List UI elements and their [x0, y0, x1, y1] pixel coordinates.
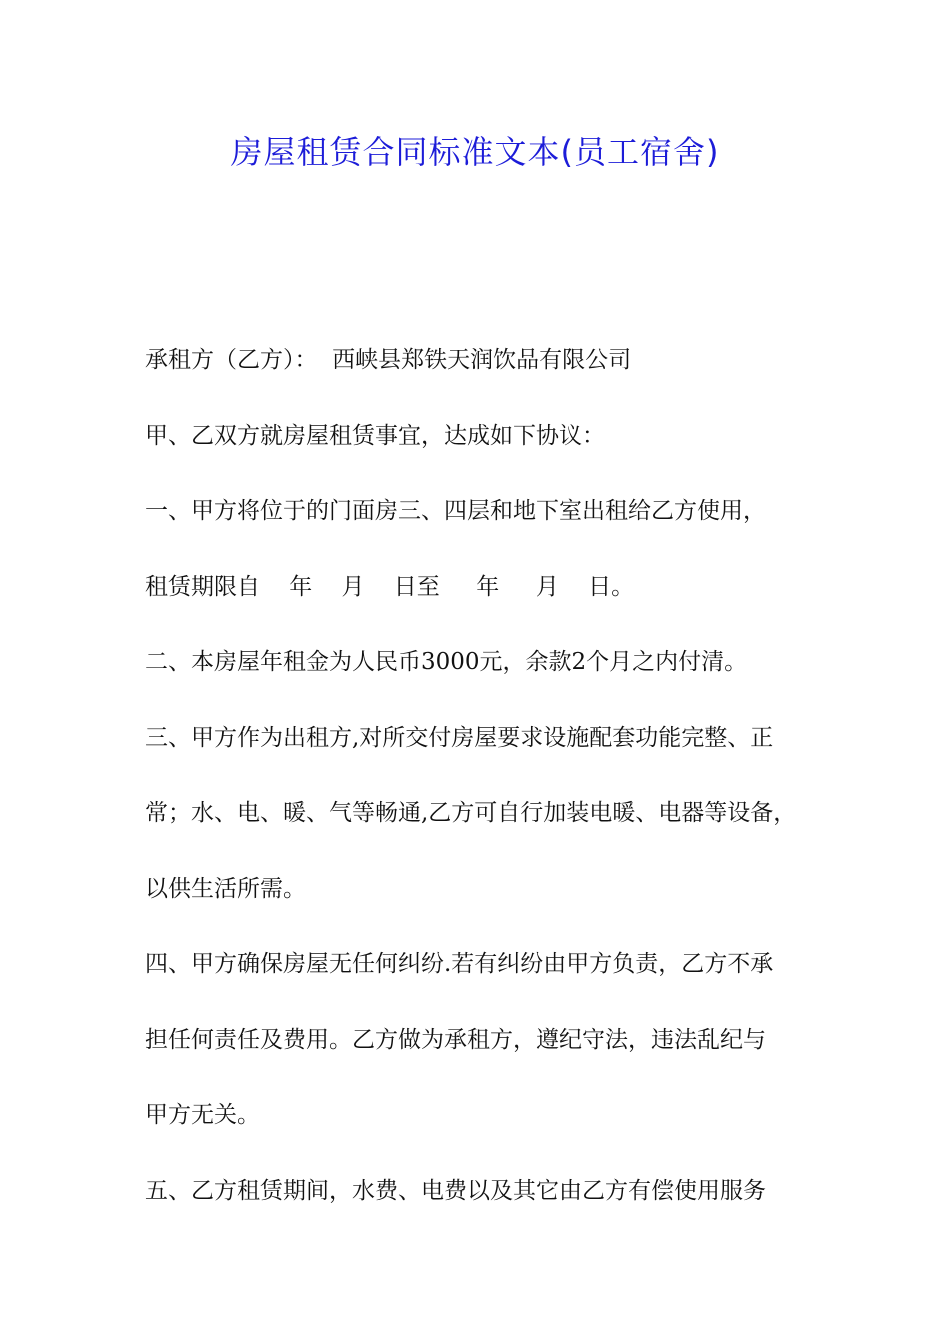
- document-line: 四、甲方确保房屋无任何纠纷.若有纠纷由甲方负责，乙方不承: [145, 951, 774, 977]
- document-line: 以供生活所需。: [145, 875, 306, 902]
- document-line: 三、甲方作为出租方,对所交付房屋要求设施配套功能完整、正: [145, 724, 774, 751]
- document-title: 房屋租赁合同标准文本(员工宿舍): [230, 133, 720, 171]
- document-line: 租赁期限自 年 月 日至 年 月 日。: [145, 573, 635, 600]
- document-line: 常；水、电、暖、气等畅通,乙方可自行加装电暖、电器等设备，: [145, 800, 797, 826]
- document-line: 一、甲方将位于的门面房三、四层和地下室出租给乙方使用，: [145, 498, 766, 524]
- document-line: 甲方无关。: [145, 1102, 260, 1128]
- document-body: [145, 338, 825, 1244]
- document-line: 二、本房屋年租金为人民币3000元，余款2个月之内付清。: [145, 649, 748, 675]
- document-line: 五、乙方租赁期间，水费、电费以及其它由乙方有偿使用服务: [145, 1177, 766, 1204]
- document-line: 甲、乙双方就房屋租赁事宜，达成如下协议：: [145, 422, 605, 449]
- document-line: 担任何责任及费用。乙方做为承租方，遵纪守法，违法乱纪与: [145, 1026, 766, 1053]
- document-line: 承租方（乙方）： 西峡县郑铁天润饮品有限公司: [145, 347, 632, 373]
